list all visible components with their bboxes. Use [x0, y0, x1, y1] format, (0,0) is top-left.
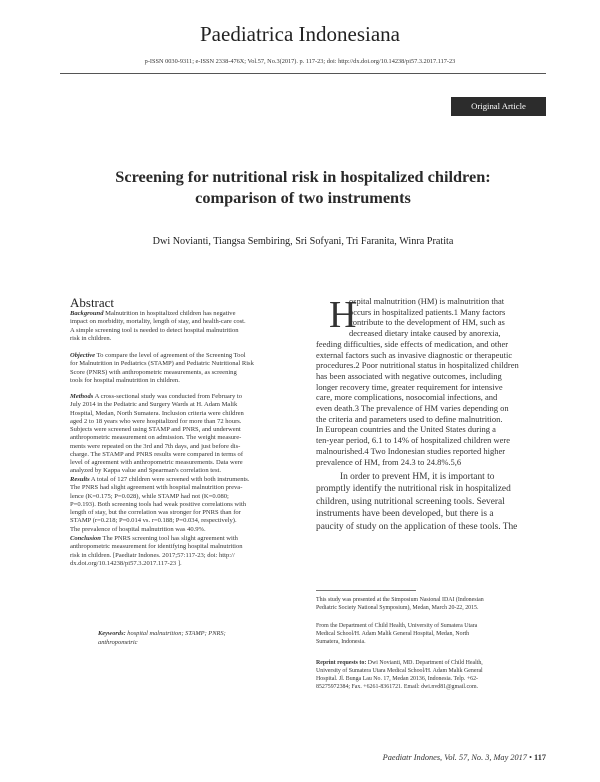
footnote-presentation: [316, 596, 546, 612]
body-line: children, using nutritional screening tools. Several: [316, 496, 505, 507]
intro-paragraph-2: [316, 471, 546, 533]
footnote-line: Hospital. Jl. Bunga Lau No. 17, Medan 20136, Indonesia. Telp. +62-: [316, 676, 478, 683]
abstract-line: Hospital, Medan, North Sumatera. Inclusion criteria were children: [70, 409, 244, 417]
abstract-line: tools for hospital malnutrition in children.: [70, 376, 180, 384]
abstract-line: Score (PNRS) with anthropometric measurements, as screening: [70, 368, 237, 376]
body-line: feeding difficulties, side effects of medication, and other: [316, 338, 509, 349]
keywords-text: hospital malnutrition; STAMP; PNRS;: [125, 630, 226, 637]
article-title: [60, 166, 546, 208]
body-line: external factors such as invasive diagnostic or therapeutic: [316, 349, 513, 360]
abstract-line: analyzed by Kappa value and Spearman's correlation test.: [70, 467, 221, 475]
abstract-line: lence (K=0.175; P=0.028), while STAMP had not (K=0.080;: [70, 492, 229, 500]
journal-title: Paediatrica Indonesiana: [200, 22, 400, 46]
footnote-line: University of Sumatera Utara Medical School/H. Adam Malik General: [316, 668, 483, 675]
abstract-results: [70, 476, 296, 534]
footnote-line: This study was presented at the Simposium Nasional IDAI (Indonesian: [316, 597, 484, 603]
abstract-objective: [70, 352, 296, 385]
abstract-line: impact on morbidity, mortality, length of stay, and health-care cost.: [70, 318, 246, 326]
abstract-line: The PNRS had slight agreement with hospital malnutrition preva-: [70, 484, 243, 492]
body-line: ospital malnutrition (HM) is malnutrition that: [349, 296, 505, 306]
conclusion-label: Conclusion: [70, 535, 101, 542]
body-line: instruments have been developed, but there is a: [316, 509, 494, 520]
body-line: contribute to the development of HM, such as: [349, 317, 505, 328]
footnote-reprint: [316, 659, 546, 691]
body-line: paucity of study on the application of these tools. The: [316, 521, 518, 532]
footnote-line: 85275972384; Fax. +6261-8361721. Email: dwi.nvd81@gmail.com.: [316, 684, 479, 691]
abstract-line: aged 2 to 18 years who were hospitalized for more than 72 hours.: [70, 417, 242, 425]
abstract-line: July 2014 in the Pediatric and Surgery Wards at H. Adam Malik: [70, 401, 238, 409]
body-line: In order to prevent HM, it is important to: [340, 472, 495, 482]
abstract-line: A cross-sectional study was conducted from February to: [93, 393, 243, 400]
abstract-methods: [70, 393, 296, 476]
results-label: Results: [70, 476, 90, 483]
body-line: In European countries and the United States during a: [316, 424, 496, 435]
page-footer: Paediatr Indones, Vol. 57, No. 3, May 2017 • 117: [382, 753, 546, 762]
abstract-line: Subjects were screened using STAMP and PNRS, and underwent: [70, 426, 241, 433]
abstract-line: A simple screening tool is needed to detect hospital malnutrition: [70, 326, 239, 334]
reprint-label: Reprint requests to:: [316, 660, 367, 666]
abstract-conclusion: [70, 535, 296, 568]
background-label: Background: [70, 310, 104, 317]
keywords-text: anthropometric: [98, 639, 138, 646]
header-rule: [60, 73, 546, 74]
abstract-line: risk in children.: [70, 334, 112, 342]
abstract-line: for Malnutrition in Pediatrics (STAMP) and Pediatric Nutritional Risk: [70, 360, 254, 368]
objective-label: Objective: [70, 352, 96, 359]
abstract-line: charge. The STAMP and PNRS results were compared in terms of: [70, 450, 243, 458]
abstract-line: anthropometric measurement for identifying hospital malnutrition: [70, 543, 243, 551]
abstract-line: The prevalence of hospital malnutrition was 40.9%.: [70, 525, 206, 533]
abstract-line: risk in children. [Paediatr Indones. 2017;57:117-23; doi: http://: [70, 551, 235, 559]
body-line: even death.3 The prevalence of HM varies depending on: [316, 403, 509, 414]
footnote-affiliation: [316, 622, 546, 646]
abstract-line: To compare the level of agreement of the Screening Tool: [95, 352, 246, 359]
footnote-line: Medical School/H. Adam Malik General Hospital, Medan, North: [316, 631, 470, 638]
body-line: care, more complications, nosocomial infections, and: [316, 392, 498, 403]
body-line: decreased dietary intake caused by anorexia,: [349, 328, 501, 339]
abstract-line: ments were repeated on the 3rd and 7th days, and just before dis-: [70, 442, 241, 450]
issn-line: p-ISSN 0030-9311; e-ISSN 2338-476X; Vol.57, No.3(2017). p. 117-23; doi: http://dx.doi.org/10.14238/pi57.3.2017.117-23: [144, 58, 456, 65]
abstract-line: level of agreement with anthropometric measurements. Data were: [70, 459, 243, 466]
footnote-line: Sumatera, Indonesia.: [316, 639, 366, 646]
footnote-rule: [316, 590, 416, 591]
abstract-line: The PNRS screening tool has slight agreement with: [100, 535, 238, 542]
article-type-badge: Original Article: [451, 97, 546, 116]
abstract-heading: Abstract: [70, 295, 115, 310]
body-line: promptly identify the nutritional risk in hospitalized: [316, 484, 511, 495]
abstract-background: [70, 310, 296, 343]
title-line-2: comparison of two instruments: [195, 188, 411, 207]
body-line: has been associated with negative outcomes, including: [316, 370, 502, 381]
body-line: occurs in hospitalized patients.1 Many factors: [349, 306, 506, 317]
page-number: 117: [534, 753, 546, 762]
body-line: the criteria and parameters used to define malnutrition.: [316, 413, 503, 424]
abstract-line: STAMP (r=0.218; P=0.014 vs. r=0.188; P=0.034, respectively).: [70, 517, 237, 525]
footer-citation: Paediatr Indones, Vol. 57, No. 3, May 2017: [382, 753, 527, 762]
footnote-line: From the Department of Child Health, University of Sumatera Utara: [316, 623, 478, 629]
footnote-line: Pediatric Society National Symposium), Medan, March 20-22, 2015.: [316, 605, 479, 612]
body-line: longer recovery time, greater requirement for intensive: [316, 381, 503, 392]
keywords: [98, 629, 278, 647]
methods-label: Methods: [70, 393, 94, 400]
author-list: Dwi Novianti, Tiangsa Sembiring, Sri Sofyani, Tri Faranita, Winra Pratita: [152, 236, 454, 247]
abstract-line: anthropometric measurement on admission. The weight measure-: [70, 434, 242, 442]
footnote-line: Dwi Novianti, MD. Department of Child Health,: [366, 660, 483, 666]
body-line: procedures.2 Poor nutritional status in hospitalized children: [316, 360, 519, 371]
abstract-line: dx.doi.org/10.14238/pi57.3.2017.117-23 ].: [70, 559, 182, 567]
keywords-label: Keywords:: [98, 630, 126, 637]
abstract-line: length of stay, but the correlation was stronger for PNRS than for: [70, 509, 241, 516]
intro-paragraph-1: [316, 296, 546, 467]
drop-cap: H: [329, 294, 357, 336]
body-line: prevalence of HM, from 24.3 to 24.8%.5,6: [316, 456, 462, 467]
body-line: ten-year period, 6.1 to 14% of hospitalized children were: [316, 435, 511, 446]
abstract-line: P=0.193). Both screening tools had weak positive correlations with: [70, 500, 247, 508]
body-line: malnourished.4 Two Indonesian studies reported higher: [316, 445, 506, 456]
title-line-1: Screening for nutritional risk in hospitalized children:: [115, 167, 491, 186]
abstract-line: Malnutrition in hospitalized children has negative: [103, 310, 236, 317]
abstract-line: A total of 127 children were screened with both instruments.: [89, 476, 250, 483]
